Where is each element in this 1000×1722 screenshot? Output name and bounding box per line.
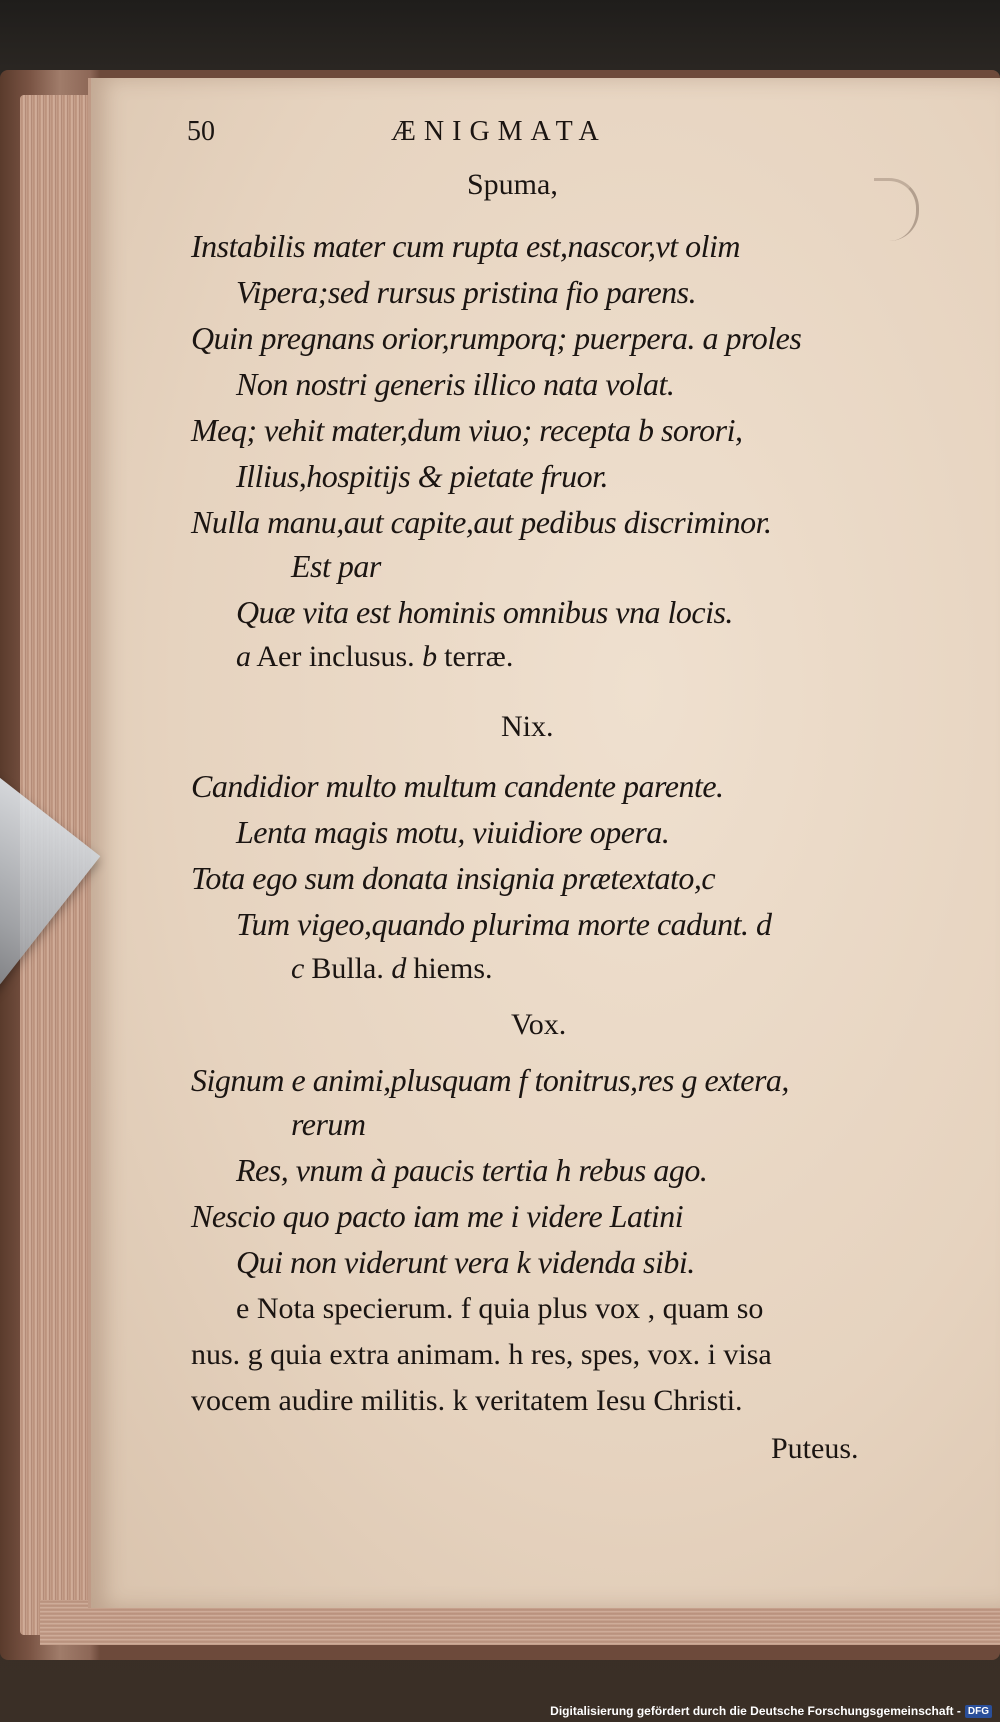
note-marker: c bbox=[291, 952, 304, 985]
note-text: hiems. bbox=[413, 952, 493, 985]
ink-mark bbox=[874, 178, 919, 241]
verse-line: rerum bbox=[291, 1106, 366, 1142]
verse-line: Quæ vita est hominis omnibus vna locis. bbox=[236, 594, 733, 630]
riddle-title: Vox. bbox=[511, 1008, 567, 1041]
note-line: e Nota specierum. f quia plus vox , quam so bbox=[236, 1292, 764, 1325]
verse-line: Illius,hospitijs & pietate fruor. bbox=[236, 458, 608, 494]
verse-line: Tota ego sum donata insignia prætextato,c bbox=[191, 860, 716, 896]
verse-line: Tum vigeo,quando plurima morte cadunt. d bbox=[236, 906, 772, 942]
page-number: 50 bbox=[187, 116, 215, 147]
book-page bbox=[88, 78, 1000, 1608]
riddle-title: Nix. bbox=[501, 710, 554, 743]
digitization-credit bbox=[550, 1704, 992, 1718]
note-marker: a bbox=[236, 640, 251, 673]
note-text: Aer inclusus. bbox=[256, 640, 415, 673]
verse-line: Nescio quo pacto iam me i videre Latini bbox=[191, 1198, 684, 1234]
riddle-title: Spuma, bbox=[467, 168, 558, 201]
credit-text: Digitalisierung gefördert durch die Deutsche Forschungsgemeinschaft - bbox=[550, 1704, 961, 1718]
catchword: Puteus. bbox=[771, 1432, 859, 1465]
marginal-note bbox=[236, 640, 513, 674]
verse-line: Vipera;sed rursus pristina fio parens. bbox=[236, 274, 697, 310]
verse-line: Est par bbox=[291, 548, 381, 584]
running-head: ÆNIGMATA bbox=[391, 116, 607, 147]
verse-line: Non nostri generis illico nata volat. bbox=[236, 366, 675, 402]
note-line: vocem audire militis. k veritatem Iesu Christi. bbox=[191, 1384, 743, 1417]
verse-line: Instabilis mater cum rupta est,nascor,vt olim bbox=[191, 228, 741, 264]
note-marker: d bbox=[391, 952, 406, 985]
verse-line: Quin pregnans orior,rumporq; puerpera. a proles bbox=[191, 320, 802, 356]
note-text: Bulla. bbox=[311, 952, 384, 985]
dfg-logo: DFG bbox=[965, 1705, 992, 1718]
verse-line: Qui non viderunt vera k videnda sibi. bbox=[236, 1244, 695, 1280]
verse-line: Lenta magis motu, viuidiore opera. bbox=[236, 814, 670, 850]
verse-line: Res, vnum à paucis tertia h rebus ago. bbox=[236, 1152, 708, 1188]
note-marker: b bbox=[422, 640, 437, 673]
marginal-note bbox=[291, 952, 493, 986]
verse-line: Candidior multo multum candente parente. bbox=[191, 768, 724, 804]
verse-line: Meq; vehit mater,dum viuo; recepta b sorori, bbox=[191, 412, 743, 448]
note-text: terræ. bbox=[444, 640, 514, 673]
verse-line: Signum e animi,plusquam f tonitrus,res g extera, bbox=[191, 1062, 789, 1098]
note-line: nus. g quia extra animam. h res, spes, vox. i visa bbox=[191, 1338, 772, 1371]
verse-line: Nulla manu,aut capite,aut pedibus discriminor. bbox=[191, 504, 772, 540]
